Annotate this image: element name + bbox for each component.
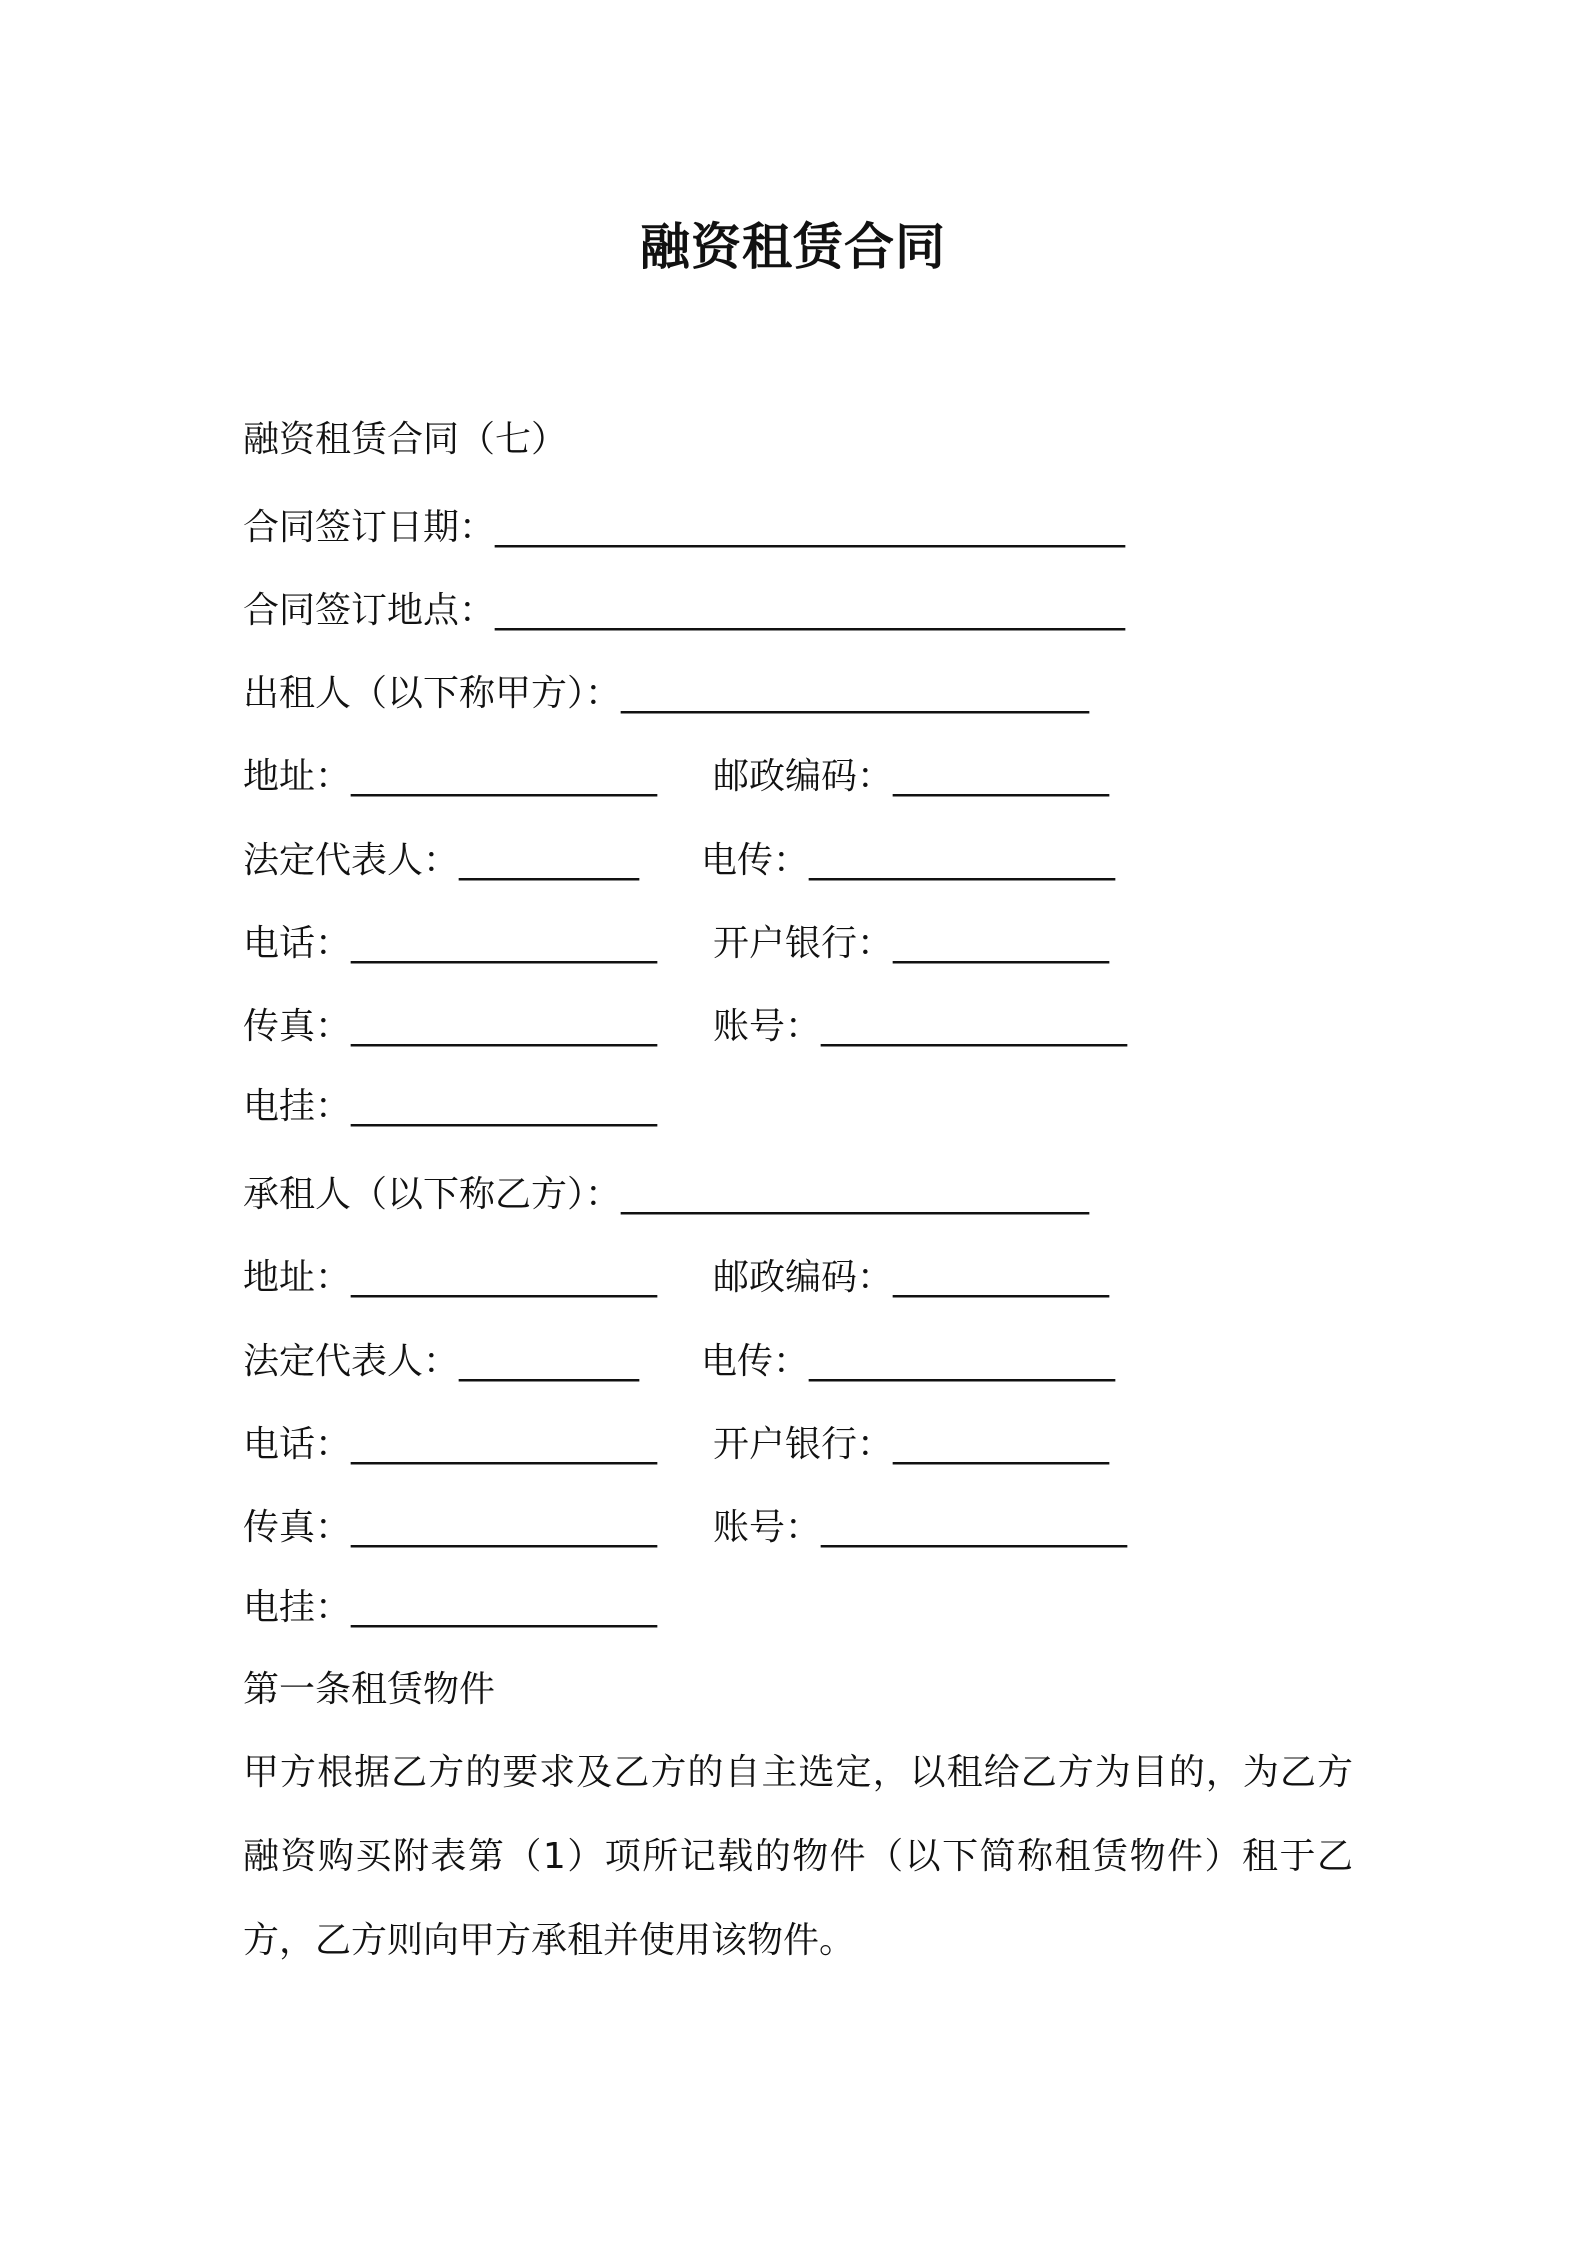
lessee-bank-blank: ____________: [893, 1424, 1110, 1465]
lessee-legal-rep-row: [243, 1337, 1115, 1387]
lessor-legal-rep-blank: __________: [459, 840, 640, 881]
lessor-account-blank: _________________: [821, 1006, 1128, 1047]
lessee-name-blank: __________________________: [621, 1174, 1090, 1215]
lessor-fax-blank: _________________: [351, 1006, 658, 1047]
lessor-phone-field: [243, 919, 713, 969]
lessee-fax-row: [243, 1503, 1127, 1553]
lessee-fax-blank: _________________: [351, 1507, 658, 1548]
signing-date-row: [243, 503, 1125, 553]
lessor-address-label: 地址：: [243, 756, 352, 797]
lessor-cable-blank: _________________: [351, 1086, 658, 1127]
lessor-account-field: [713, 1002, 1127, 1052]
lessee-bank-field: [713, 1420, 1109, 1470]
lessee-address-field: [243, 1253, 713, 1303]
lessor-phone-blank: _________________: [351, 923, 658, 964]
lessor-bank-field: [713, 919, 1109, 969]
lessor-name-blank: __________________________: [621, 673, 1090, 714]
lessee-heading-row: [243, 1170, 1089, 1220]
lessee-legal-rep-label: 法定代表人：: [243, 1341, 460, 1382]
lessee-cable-blank: _________________: [351, 1587, 658, 1628]
document-title: 融资租赁合同: [640, 218, 946, 276]
lessee-address-label: 地址：: [243, 1257, 352, 1298]
lessee-account-blank: _________________: [821, 1507, 1128, 1548]
lessor-bank-label: 开户银行：: [713, 923, 894, 964]
signing-place-blank: ___________________________________: [495, 590, 1126, 631]
lessor-address-row: [243, 752, 1109, 802]
signing-place-label: 合同签订地点：: [243, 590, 496, 631]
lessor-cable-label: 电挂：: [243, 1086, 352, 1127]
lessor-postcode-label: 邮政编码：: [713, 756, 894, 797]
lessee-phone-blank: _________________: [351, 1424, 658, 1465]
lessee-fax-field: [243, 1503, 713, 1553]
lessee-address-blank: _________________: [351, 1257, 658, 1298]
lessee-postcode-label: 邮政编码：: [713, 1257, 894, 1298]
lessee-telegram-blank: _________________: [809, 1341, 1116, 1382]
lessee-legal-rep-blank: __________: [459, 1341, 640, 1382]
document-subtitle: 融资租赁合同（七）: [243, 419, 568, 460]
lessor-fax-row: [243, 1002, 1127, 1052]
lessee-telegram-field: [701, 1337, 1115, 1387]
lessor-legal-rep-field: [243, 836, 701, 886]
lessee-legal-rep-field: [243, 1337, 701, 1387]
signing-date-blank: ___________________________________: [495, 507, 1126, 548]
lessee-cable-label: 电挂：: [243, 1587, 352, 1628]
lessee-phone-field: [243, 1420, 713, 1470]
lessor-address-blank: _________________: [351, 756, 658, 797]
lessee-bank-label: 开户银行：: [713, 1424, 894, 1465]
lessor-telegram-blank: _________________: [809, 840, 1116, 881]
lessor-bank-blank: ____________: [893, 923, 1110, 964]
lessee-telegram-label: 电传：: [701, 1341, 810, 1382]
lessee-postcode-field: [713, 1253, 1109, 1303]
lessee-fax-label: 传真：: [243, 1507, 352, 1548]
lessee-cable-row: [243, 1583, 657, 1633]
signing-date-label: 合同签订日期：: [243, 507, 496, 548]
lessor-telegram-field: [701, 836, 1115, 886]
lessee-phone-label: 电话：: [243, 1424, 352, 1465]
lessee-address-row: [243, 1253, 1109, 1303]
lessee-postcode-blank: ____________: [893, 1257, 1110, 1298]
lessor-address-field: [243, 752, 713, 802]
lessor-heading-row: [243, 669, 1089, 719]
lessor-fax-label: 传真：: [243, 1006, 352, 1047]
lessee-heading-label: 承租人（以下称乙方）：: [243, 1174, 622, 1215]
lessor-postcode-blank: ____________: [893, 756, 1110, 797]
lessor-phone-label: 电话：: [243, 923, 352, 964]
lessor-legal-rep-row: [243, 836, 1115, 886]
lessee-account-label: 账号：: [713, 1507, 822, 1548]
signing-place-row: [243, 586, 1125, 636]
lessee-account-field: [713, 1503, 1127, 1553]
lessor-postcode-field: [713, 752, 1109, 802]
lessor-heading-label: 出租人（以下称甲方）：: [243, 673, 622, 714]
lessor-phone-row: [243, 919, 1109, 969]
lessee-phone-row: [243, 1420, 1109, 1470]
article1-heading: 第一条租赁物件: [243, 1669, 496, 1710]
lessor-fax-field: [243, 1002, 713, 1052]
lessor-cable-row: [243, 1082, 657, 1132]
lessor-legal-rep-label: 法定代表人：: [243, 840, 460, 881]
article1-body: 甲方根据乙方的要求及乙方的自主选定，以租给乙方为目的，为乙方融资购买附表第（1）项所记载的物件（以下简称租赁物件）租于乙方，乙方则向甲方承租并使用该物件。: [243, 1752, 1353, 1961]
lessor-telegram-label: 电传：: [701, 840, 810, 881]
lessor-account-label: 账号：: [713, 1006, 822, 1047]
